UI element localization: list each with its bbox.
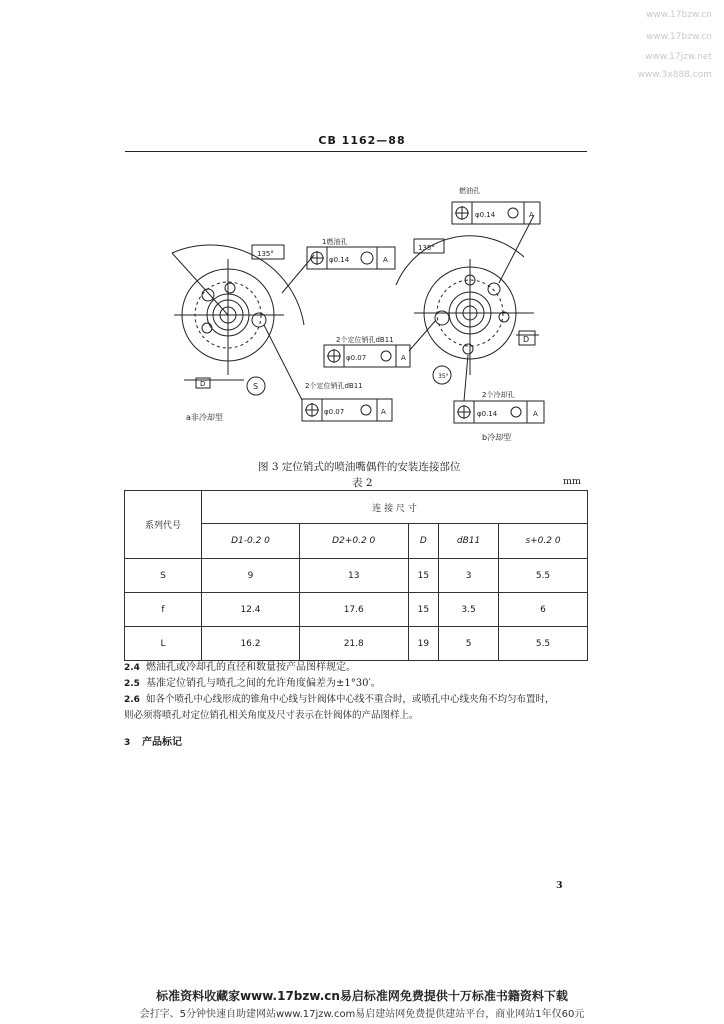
header-rule — [125, 151, 587, 152]
section-3-heading: 3 产品标记 — [124, 737, 182, 748]
svg-text:φ0.14: φ0.14 — [477, 410, 498, 418]
right-fuel-hole — [488, 283, 500, 295]
col-header: dB11 — [439, 524, 499, 559]
figure-caption: 图 3 定位销式的喷油嘴偶件的安装连接部位 — [258, 461, 461, 473]
svg-text:φ0.14: φ0.14 — [329, 256, 350, 264]
svg-text:2个冷却孔: 2个冷却孔 — [482, 391, 515, 399]
cell: 15 — [408, 559, 439, 593]
connection-dimension-table — [124, 490, 588, 661]
cell: 19 — [408, 627, 439, 661]
svg-text:135°: 135° — [418, 244, 435, 252]
cell: 5.5 — [499, 627, 588, 661]
table-row — [125, 627, 588, 661]
cell: 16.2 — [202, 627, 300, 661]
svg-text:35°: 35° — [438, 373, 449, 380]
page-number: 3 — [556, 880, 563, 891]
svg-text:A: A — [383, 256, 388, 264]
svg-text:燃油孔: 燃油孔 — [459, 187, 480, 195]
clause-2-4: 2.4 燃油孔或冷却孔的直径和数量按产品图样规定。 — [124, 662, 356, 673]
cell: 9 — [202, 559, 300, 593]
svg-text:S: S — [253, 382, 259, 391]
svg-text:φ0.14: φ0.14 — [475, 211, 496, 219]
row-code: L — [125, 627, 202, 661]
table-row — [125, 559, 588, 593]
series-code-header: 系列代号 — [125, 491, 202, 559]
svg-text:A: A — [401, 354, 406, 362]
row-code: f — [125, 593, 202, 627]
svg-text:D: D — [523, 335, 530, 344]
row-code: S — [125, 559, 202, 593]
cell: 5.5 — [499, 559, 588, 593]
right-view-drawing — [324, 186, 544, 442]
clause-2-5: 2.5 基准定位销孔与喷孔之间的允许角度偏差为±1°30′。 — [124, 678, 381, 689]
standard-code-header: CB 1162—88 — [318, 134, 406, 147]
col-header: D2+0.2 0 — [299, 524, 408, 559]
table-row — [125, 593, 588, 627]
cell: 21.8 — [299, 627, 408, 661]
group-header: 连 接 尺 寸 — [202, 491, 588, 524]
svg-text:A: A — [533, 410, 538, 418]
mounting-figure — [124, 175, 590, 455]
cell: 3 — [439, 559, 499, 593]
svg-text:2个定位销孔dB11: 2个定位销孔dB11 — [305, 382, 363, 390]
cell: 6 — [499, 593, 588, 627]
watermark-line-1: www.17bzw.cn — [645, 10, 712, 20]
cell: 3.5 — [439, 593, 499, 627]
left-hole-label: 1燃油孔 — [322, 238, 348, 246]
svg-text:D: D — [200, 380, 206, 388]
svg-text:A: A — [381, 408, 386, 416]
svg-text:φ0.07: φ0.07 — [346, 354, 367, 362]
cell: 5 — [439, 627, 499, 661]
cell: 17.6 — [299, 593, 408, 627]
right-view-label: b冷却型 — [482, 433, 512, 442]
footer-line-2: 会打字、5分钟快速自助建网站www.17jzw.com易启建站网免费提供建站平台，商业网站1年仅60元 — [139, 1009, 585, 1020]
col-header: D — [408, 524, 439, 559]
left-view-label: a非冷却型 — [186, 413, 223, 422]
watermark-line-2: www.17bzw.cn — [645, 32, 712, 42]
cell: 12.4 — [202, 593, 300, 627]
clause-2-6-continued: 则必须将喷孔对定位销孔相关角度及尺寸表示在针阀体的产品图样上。 — [124, 710, 419, 721]
left-view-drawing — [172, 237, 395, 422]
table-title: 表 2 — [352, 477, 373, 489]
footer-line-1: 标准资料收藏家www.17bzw.cn易启标准网免费提供十万标准书籍资料下载 — [156, 989, 568, 1003]
left-fuel-hole — [202, 289, 214, 301]
col-header: D1-0.2 0 — [202, 524, 300, 559]
svg-text:φ0.07: φ0.07 — [324, 408, 345, 416]
right-angle-arc — [396, 236, 524, 285]
cell: 13 — [299, 559, 408, 593]
col-header: s+0.2 0 — [499, 524, 588, 559]
cell: 15 — [408, 593, 439, 627]
watermark-line-4: www.3x888.com — [637, 70, 712, 80]
svg-text:A: A — [529, 211, 534, 219]
svg-text:2个定位销孔dB11: 2个定位销孔dB11 — [336, 336, 394, 344]
left-angle-text: 135° — [257, 250, 274, 258]
watermark-line-3: www.17jzw.net — [645, 52, 712, 62]
table-unit: mm — [563, 476, 582, 487]
clause-2-6: 2.6 如各个喷孔中心线形成的锥角中心线与针阀体中心线不重合时，或喷孔中心线夹角不均匀布置时， — [124, 694, 555, 705]
